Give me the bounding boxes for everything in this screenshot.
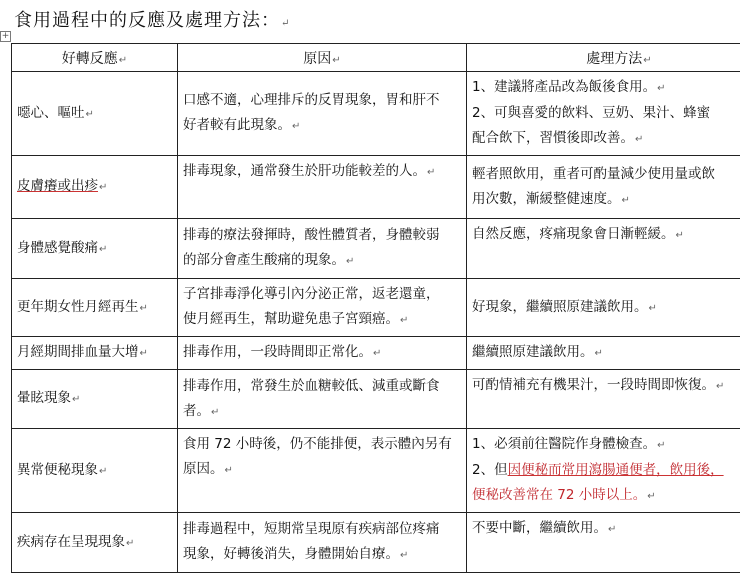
cell-text-line: 口感不適，心理排斥的反胃現象，胃和肝不	[183, 88, 461, 113]
cause-cell	[178, 219, 467, 279]
cell-text-line: 可酌情補充有機果汁，一段時間即恢復。↵	[472, 373, 740, 399]
cause-cell	[178, 72, 467, 156]
table-header-row	[12, 44, 740, 72]
cause-cell	[178, 156, 467, 219]
paragraph-mark-icon: ↵	[635, 134, 643, 145]
cell-text-line: 用次數，漸緩整健速度。↵	[472, 187, 740, 213]
table-row	[12, 337, 740, 370]
paragraph-mark-icon: ↵	[622, 195, 630, 206]
treatment-cell	[467, 337, 740, 370]
treatment-cell	[467, 279, 740, 337]
paragraph-mark-icon: ↵	[595, 348, 603, 359]
paragraph-mark-icon: ↵	[649, 303, 657, 314]
header-cause: 原因↵	[178, 44, 467, 72]
cell-text-line: 繼續照原建議飲用。↵	[472, 340, 740, 366]
reaction-cell: 噁心、嘔吐↵	[12, 72, 178, 156]
cell-text-line: 2、但因便秘而常用瀉腸通便者，飲用後，	[472, 458, 740, 483]
treatment-cell	[467, 370, 740, 429]
cell-text-line: 排毒作用，常發生於血糖較低、減重或斷食	[183, 374, 461, 399]
cell-text-line: 好者較有此現象。↵	[183, 113, 461, 139]
paragraph-mark-icon: ↵	[427, 167, 435, 178]
reaction-cell: 月經期間排血量大增↵	[12, 337, 178, 370]
reaction-cell: 更年期女性月經再生↵	[12, 279, 178, 337]
paragraph-mark-icon: ↵	[211, 407, 219, 418]
paragraph-mark-icon: ↵	[281, 18, 290, 29]
cell-text-line	[472, 483, 740, 509]
cell-text-line: 排毒現象，通常發生於肝功能較差的人。↵	[183, 159, 461, 185]
paragraph-mark-icon: ↵	[140, 303, 148, 314]
paragraph-mark-icon: ↵	[400, 550, 408, 561]
cause-cell	[178, 370, 467, 429]
table-row	[12, 279, 740, 337]
treatment-cell	[467, 156, 740, 219]
table-row	[12, 156, 740, 219]
reaction-cell: 身體感覺酸痛↵	[12, 219, 178, 279]
paragraph-mark-icon: ↵	[657, 83, 665, 94]
paragraph-mark-icon: ↵	[716, 381, 724, 392]
table-row	[12, 72, 740, 156]
header-reaction: 好轉反應↵	[12, 44, 178, 72]
cell-text-line: 的部分會產生酸痛的現象。↵	[183, 248, 461, 274]
paragraph-mark-icon: ↵	[99, 182, 107, 193]
cell-text-line: 原因。↵	[183, 457, 461, 483]
paragraph-mark-icon: ↵	[140, 348, 148, 359]
cell-text-line: 1、必須前往醫院作身體檢查。↵	[472, 432, 740, 458]
treatment-cell	[467, 72, 740, 156]
cell-text-line: 好現象，繼續照原建議飲用。↵	[472, 295, 740, 321]
paragraph-mark-icon: ↵	[99, 466, 107, 477]
cell-text-line: 2、可與喜愛的飲料、豆奶、果汁、蜂蜜	[472, 101, 740, 126]
warning-text: 因便秘而常用瀉腸通便者，飲用後，	[508, 462, 724, 478]
reaction-cell: 異常便秘現象↵	[12, 429, 178, 513]
cell-text-line: 排毒作用，一段時間即正常化。↵	[183, 340, 461, 366]
reaction-cell: 暈眩現象↵	[12, 370, 178, 429]
table-row	[12, 429, 740, 513]
paragraph-mark-icon: ↵	[373, 348, 381, 359]
cause-cell	[178, 429, 467, 513]
cause-cell	[178, 337, 467, 370]
cause-cell	[178, 279, 467, 337]
table-move-handle-icon[interactable]: +	[0, 31, 11, 42]
treatment-cell	[467, 513, 740, 573]
paragraph-mark-icon: ↵	[657, 440, 665, 451]
table-row	[12, 219, 740, 279]
paragraph-mark-icon: ↵	[647, 491, 655, 502]
paragraph-mark-icon: ↵	[400, 315, 408, 326]
cell-text-line: 者。↵	[183, 399, 461, 425]
paragraph-mark-icon: ↵	[292, 121, 300, 132]
cell-text-line: 配合飲下，習慣後即改善。↵	[472, 126, 740, 152]
header-treatment: 處理方法↵	[467, 44, 740, 72]
paragraph-mark-icon: ↵	[99, 244, 107, 255]
cell-text-line: 1、建議將產品改為飯後食用。↵	[472, 75, 740, 101]
reaction-cell: 疾病存在呈現現象↵	[12, 513, 178, 573]
paragraph-mark-icon: ↵	[86, 109, 94, 120]
paragraph-mark-icon: ↵	[346, 256, 354, 267]
paragraph-mark-icon: ↵	[225, 465, 233, 476]
cell-text-line: 排毒過程中，短期常呈現原有疾病部位疼痛	[183, 517, 461, 542]
cell-text-line: 不要中斷，繼續飲用。↵	[472, 516, 740, 542]
paragraph-mark-icon: ↵	[332, 55, 340, 66]
warning-text: 便秘改善常在 72 小時以上。	[472, 487, 646, 503]
reaction-cell: 皮膚癢或出疹↵	[12, 156, 178, 219]
paragraph-mark-icon: ↵	[72, 394, 80, 405]
cell-text-line: 輕者照飲用，重者可酌量減少使用量或飲	[472, 162, 740, 187]
cell-text-line: 現象，好轉後消失，身體開始自療。↵	[183, 542, 461, 568]
cause-cell	[178, 513, 467, 573]
cell-text-line: 自然反應，疼痛現象會日漸輕緩。↵	[472, 222, 740, 248]
cell-text-line: 使月經再生，幫助避免患子宮頸癌。↵	[183, 307, 461, 333]
paragraph-mark-icon: ↵	[643, 55, 651, 66]
treatment-cell	[467, 219, 740, 279]
paragraph-mark-icon: ↵	[676, 230, 684, 241]
reaction-table	[11, 43, 740, 573]
cell-text-line: 食用 72 小時後，仍不能排便，表示體內另有	[183, 432, 461, 457]
table-row	[12, 513, 740, 573]
cell-text-line: 排毒的療法發揮時，酸性體質者，身體較弱	[183, 223, 461, 248]
paragraph-mark-icon: ↵	[126, 538, 134, 549]
paragraph-mark-icon: ↵	[608, 524, 616, 535]
cell-text-line: 子宮排毒淨化導引內分泌正常，返老還童，	[183, 282, 461, 307]
paragraph-mark-icon: ↵	[119, 55, 127, 66]
page-title: 食用過程中的反應及處理方法：↵	[14, 6, 290, 32]
treatment-cell	[467, 429, 740, 513]
table-row	[12, 370, 740, 429]
